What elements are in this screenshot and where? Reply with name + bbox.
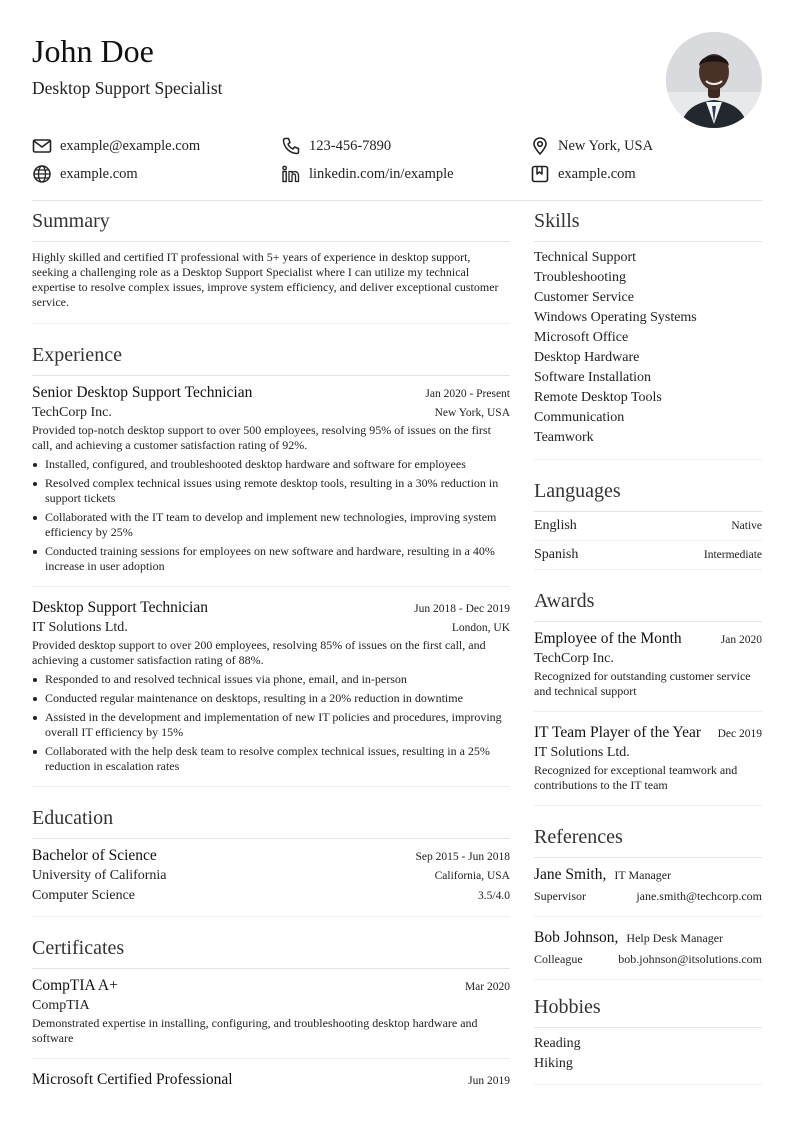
linkedin-text[interactable]: linkedin.com/in/example — [309, 165, 454, 182]
hobbies-heading: Hobbies — [534, 996, 601, 1018]
references-section — [534, 822, 762, 980]
job-bullet: Assisted in the development and implementation of new IT policies and procedures, improving overall IT efficiency by 15% — [32, 710, 510, 740]
linkedin-icon — [281, 164, 301, 184]
experience-heading: Experience — [32, 344, 122, 366]
phone-icon — [281, 136, 301, 156]
hobbies-rule — [534, 1027, 762, 1028]
skill-item: Technical Support — [534, 250, 637, 265]
education-section — [32, 803, 510, 917]
award-description: Recognized for outstanding customer service and technical support — [534, 669, 751, 698]
award-entry — [534, 628, 762, 712]
award-title: IT Team Player of the Year — [534, 724, 702, 741]
map-pin-icon — [530, 136, 550, 156]
contact-email[interactable] — [32, 134, 200, 158]
job-dates: Jan 2020 - Present — [425, 388, 510, 400]
job-company-row — [32, 403, 510, 423]
contact-phone[interactable] — [281, 134, 391, 158]
education-heading: Education — [32, 807, 114, 829]
languages-section — [534, 476, 762, 570]
award-description: Recognized for exceptional teamwork and contributions to the IT team — [534, 763, 738, 792]
certificate-name: Microsoft Certified Professional — [32, 1071, 233, 1088]
hobby-item: Hiking — [534, 1056, 573, 1071]
contact-portfolio[interactable] — [530, 162, 636, 186]
job-bullets — [32, 457, 510, 574]
skills-end-rule — [534, 459, 762, 460]
language-row — [534, 512, 762, 541]
language-row — [534, 541, 762, 570]
award-header-row — [534, 628, 762, 649]
job-end-rule — [32, 586, 510, 587]
sidebar-column — [534, 206, 762, 1085]
bookmark-icon — [530, 164, 550, 184]
language-level: Intermediate — [703, 549, 762, 561]
job-end-rule — [32, 786, 510, 787]
job-company: TechCorp Inc. — [32, 405, 112, 420]
certificate-issuer: CompTIA — [32, 998, 90, 1013]
skill-item: Customer Service — [534, 290, 634, 305]
education-entry — [32, 845, 510, 917]
certificate-name: CompTIA A+ — [32, 977, 118, 994]
contact-location — [530, 134, 653, 158]
summary-text: Highly skilled and certified IT professional with 5+ years of experience in desktop support, seeking a challenging role as a Desktop Support Specialist where I can utilize my technical expertise to resolve complex issues, improve system efficiency, and deliver exceptional customer service. — [32, 250, 499, 309]
reference-name: Bob Johnson, — [534, 929, 619, 946]
header-divider — [32, 200, 762, 201]
references-rule — [534, 857, 762, 858]
award-end-rule — [534, 805, 762, 806]
award-header-row — [534, 722, 762, 743]
job-dates: Jun 2018 - Dec 2019 — [414, 603, 510, 615]
skill-item: Desktop Hardware — [534, 350, 640, 365]
award-title: Employee of the Month — [534, 630, 682, 647]
language-level: Native — [731, 520, 762, 532]
resume-header — [32, 32, 762, 132]
job-title: Desktop Support Technician — [32, 599, 208, 616]
award-org: TechCorp Inc. — [534, 651, 614, 666]
website-text[interactable]: example.com — [60, 165, 138, 182]
job-bullet: Collaborated with the IT team to develop and implement new technologies, improving system efficiency by 25% — [32, 510, 510, 540]
mail-icon — [32, 136, 52, 156]
education-rule — [32, 838, 510, 839]
skill-item: Teamwork — [534, 430, 594, 445]
job-company-row — [32, 618, 510, 638]
skills-heading: Skills — [534, 210, 580, 232]
job-entry — [32, 597, 510, 787]
reference-relation: Colleague — [534, 952, 583, 966]
main-column — [32, 206, 510, 1090]
experience-section — [32, 340, 510, 787]
reference-email[interactable]: bob.johnson@itsolutions.com — [618, 952, 762, 966]
hobby-item: Reading — [534, 1036, 581, 1051]
candidate-name: John Doe — [32, 33, 154, 69]
language-name: English — [534, 518, 577, 533]
skills-list — [534, 248, 762, 448]
job-bullet: Responded to and resolved technical issues via phone, email, and in-person — [32, 672, 510, 687]
reference-end-rule — [534, 979, 762, 980]
job-bullet: Installed, configured, and troubleshooted desktop hardware and software for employees — [32, 457, 510, 472]
reference-end-rule — [534, 916, 762, 917]
job-description: Provided desktop support to over 200 employees, resolving 85% of issues on the first call, and achieving a customer satisfaction rating of 88%. — [32, 638, 486, 667]
summary-rule — [32, 241, 510, 242]
job-title: Senior Desktop Support Technician — [32, 384, 253, 401]
job-bullet: Conducted regular maintenance on desktops, resulting in a 20% reduction in downtime — [32, 691, 510, 706]
job-location: London, UK — [451, 622, 510, 634]
certificate-entry — [32, 1069, 510, 1090]
languages-heading: Languages — [534, 480, 621, 502]
certificate-header-row — [32, 1069, 510, 1090]
award-date: Jan 2020 — [720, 634, 762, 646]
hobbies-section — [534, 992, 762, 1085]
job-bullet: Collaborated with the help desk team to resolve complex technical issues, resulting in a 25% reduction in escalation rates — [32, 744, 510, 774]
education-header-row — [32, 845, 510, 866]
reference-name-row — [534, 864, 762, 886]
skill-item: Communication — [534, 410, 625, 425]
certificate-entry — [32, 975, 510, 1059]
reference-detail-row — [534, 886, 762, 906]
award-end-rule — [534, 711, 762, 712]
certificates-rule — [32, 968, 510, 969]
summary-section — [32, 206, 510, 324]
reference-name: Jane Smith, — [534, 866, 607, 883]
certificate-description: Demonstrated expertise in installing, configuring, and troubleshooting desktop hardware and software — [32, 1016, 478, 1045]
skills-rule — [534, 241, 762, 242]
skills-section — [534, 206, 762, 460]
reference-relation: Supervisor — [534, 889, 586, 903]
award-date: Dec 2019 — [717, 728, 762, 740]
reference-entry — [534, 927, 762, 980]
contact-linkedin[interactable] — [281, 162, 454, 186]
globe-icon — [32, 164, 52, 184]
candidate-title: Desktop Support Specialist — [32, 78, 223, 98]
skill-item: Troubleshooting — [534, 270, 627, 285]
job-location: New York, USA — [434, 407, 510, 419]
education-dates: Sep 2015 - Jun 2018 — [415, 851, 510, 863]
references-heading: References — [534, 826, 623, 848]
reference-name-row — [534, 927, 762, 949]
hobbies-end-rule — [534, 1084, 762, 1085]
job-bullets — [32, 672, 510, 774]
reference-detail-row — [534, 949, 762, 969]
job-bullet: Conducted training sessions for employees on new software and hardware, resulting in a 40% increase in user adoption — [32, 544, 510, 574]
reference-entry — [534, 864, 762, 917]
skill-item: Software Installation — [534, 370, 652, 385]
job-header-row — [32, 382, 510, 403]
education-school-row — [32, 866, 510, 886]
phone-text[interactable]: 123-456-7890 — [309, 137, 392, 154]
certificate-header-row — [32, 975, 510, 996]
job-description: Provided top-notch desktop support to over 500 employees, resolving 95% of issues on the first call, and achieving a customer satisfaction rating of 92%. — [32, 423, 491, 452]
award-entry — [534, 722, 762, 806]
award-org: IT Solutions Ltd. — [534, 745, 630, 760]
job-header-row — [32, 597, 510, 618]
awards-heading: Awards — [534, 590, 595, 612]
summary-end-rule — [32, 323, 510, 324]
profile-photo — [666, 32, 762, 128]
portfolio-text[interactable]: example.com — [558, 165, 636, 182]
job-entry — [32, 382, 510, 587]
email-text[interactable]: example@example.com — [60, 137, 201, 154]
education-field: Computer Science — [32, 888, 136, 903]
experience-rule — [32, 375, 510, 376]
skill-item: Remote Desktop Tools — [534, 390, 662, 405]
certificate-end-rule — [32, 1058, 510, 1059]
certificates-section — [32, 933, 510, 1090]
reference-email[interactable]: jane.smith@techcorp.com — [636, 889, 762, 903]
skill-item: Microsoft Office — [534, 330, 629, 345]
awards-section — [534, 586, 762, 806]
contact-website[interactable] — [32, 162, 138, 186]
summary-heading: Summary — [32, 210, 110, 232]
certificate-date: Jun 2019 — [468, 1075, 510, 1087]
profile-photo-illustration — [666, 32, 762, 128]
language-name: Spanish — [534, 547, 579, 562]
reference-role: IT Manager — [614, 868, 672, 882]
job-company: IT Solutions Ltd. — [32, 620, 128, 635]
skill-item: Windows Operating Systems — [534, 310, 697, 325]
education-school: University of California — [32, 868, 167, 883]
certificates-heading: Certificates — [32, 937, 125, 959]
location-text: New York, USA — [558, 137, 654, 154]
education-gpa: 3.5/4.0 — [478, 890, 510, 902]
education-degree: Bachelor of Science — [32, 847, 157, 864]
certificate-date: Mar 2020 — [464, 981, 510, 993]
contact-info — [32, 134, 762, 190]
hobbies-list — [534, 1034, 762, 1074]
education-location: California, USA — [434, 870, 510, 882]
job-bullet: Resolved complex technical issues using remote desktop tools, resulting in a 30% reduction in support tickets — [32, 476, 510, 506]
reference-role: Help Desk Manager — [626, 931, 724, 945]
education-field-row — [32, 886, 510, 906]
education-end-rule — [32, 916, 510, 917]
awards-rule — [534, 621, 762, 622]
